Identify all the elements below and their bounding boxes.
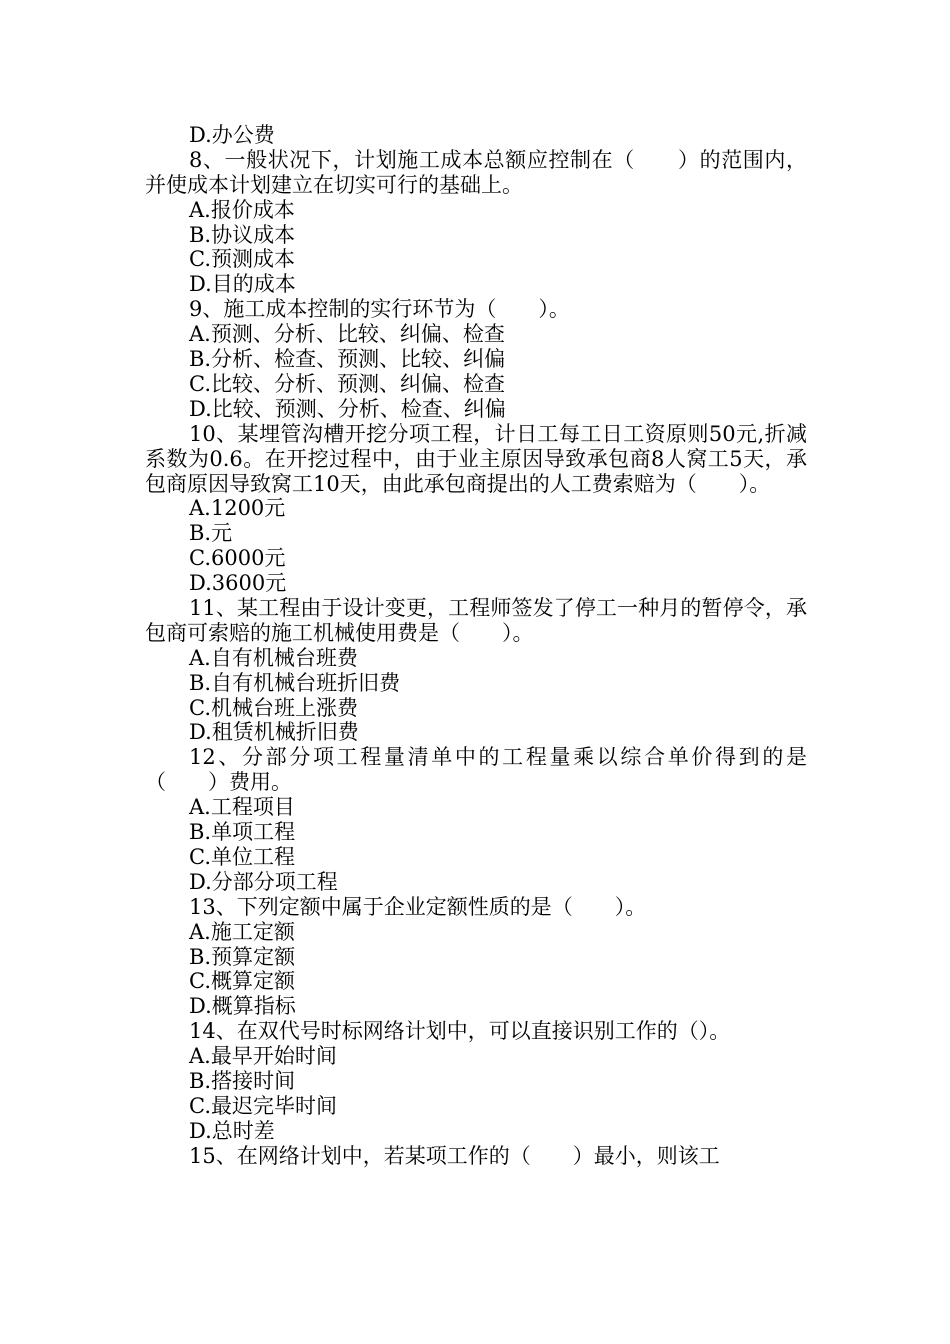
option-d-q12: D.分部分项工程: [189, 869, 338, 894]
option-a-q14: A.最早开始时间: [189, 1044, 337, 1069]
question-13: 13、下列定额中属于企业定额性质的是（ ）。: [189, 894, 647, 919]
option-a-q8: A.报价成本: [189, 197, 295, 222]
option-a-q10: A.1200元: [189, 496, 286, 521]
option-b-q12: B.单项工程: [189, 820, 296, 845]
option-b-q10: B.元: [189, 521, 233, 546]
option-c-q13: C.概算定额: [189, 969, 295, 994]
question-9: 9、施工成本控制的实行环节为（ ）。: [189, 297, 570, 322]
question-15: 15、在网络计划中，若某项工作的（ ）最小，则该工: [189, 1143, 720, 1168]
option-d-q13: D.概算指标: [189, 994, 296, 1019]
option-d-q14: D.总时差: [189, 1118, 275, 1143]
option-d-q11: D.租赁机械折旧费: [189, 720, 359, 745]
option-c-q8: C.预测成本: [189, 247, 295, 272]
option-c-q12: C.单位工程: [189, 844, 295, 869]
option-b-q13: B.预算定额: [189, 944, 296, 969]
option-a-q13: A.施工定额: [189, 919, 295, 944]
option-d-q10: D.3600元: [189, 571, 287, 596]
question-8: 8、一般状况下，计划施工成本总额应控制在（ ）的范围内，并使成本计划建立在切实可行的基础上。: [145, 147, 807, 197]
option-a-q11: A.自有机械台班费: [189, 645, 358, 670]
question-11: 11、某工程由于设计变更，工程师签发了停工一种月的暂停令，承包商可索赔的施工机械使用费是（ ）。: [145, 596, 807, 645]
option-a-q9: A.预测、分析、比较、纠偏、检查: [189, 322, 505, 347]
option-b-q14: B.搭接时间: [189, 1069, 296, 1093]
option-d-q7: D.办公费: [189, 123, 275, 147]
question-10: 10、某埋管沟槽开挖分项工程，计日工每工日工资原则50元,折减系数为0.6。在开挖过程中，由于业主原因导致承包商8人窝工5天，承包商原因导致窝工10天，由此承包商提出的人工费索赔为（ ）。: [145, 421, 807, 496]
option-b-q9: B.分析、检查、预测、比较、纠偏: [189, 347, 506, 372]
option-d-q8: D.目的成本: [189, 272, 296, 297]
option-c-q11: C.机械台班上涨费: [189, 695, 358, 720]
option-b-q11: B.自有机械台班折旧费: [189, 670, 401, 695]
question-12: 12、分部分项工程量清单中的工程量乘以综合单价得到的是（ ）费用。: [145, 745, 807, 795]
option-b-q8: B.协议成本: [189, 222, 296, 247]
option-c-q10: C.6000元: [189, 546, 286, 571]
document-body: [145, 123, 807, 1169]
option-d-q9: D.比较、预测、分析、检查、纠偏: [189, 396, 506, 421]
option-c-q9: C.比较、分析、预测、纠偏、检查: [189, 371, 505, 396]
question-14: 14、在双代号时标网络计划中，可以直接识别工作的（）。: [189, 1019, 731, 1044]
option-c-q14: C.最迟完毕时间: [189, 1093, 337, 1118]
option-a-q12: A.工程项目: [189, 795, 295, 820]
